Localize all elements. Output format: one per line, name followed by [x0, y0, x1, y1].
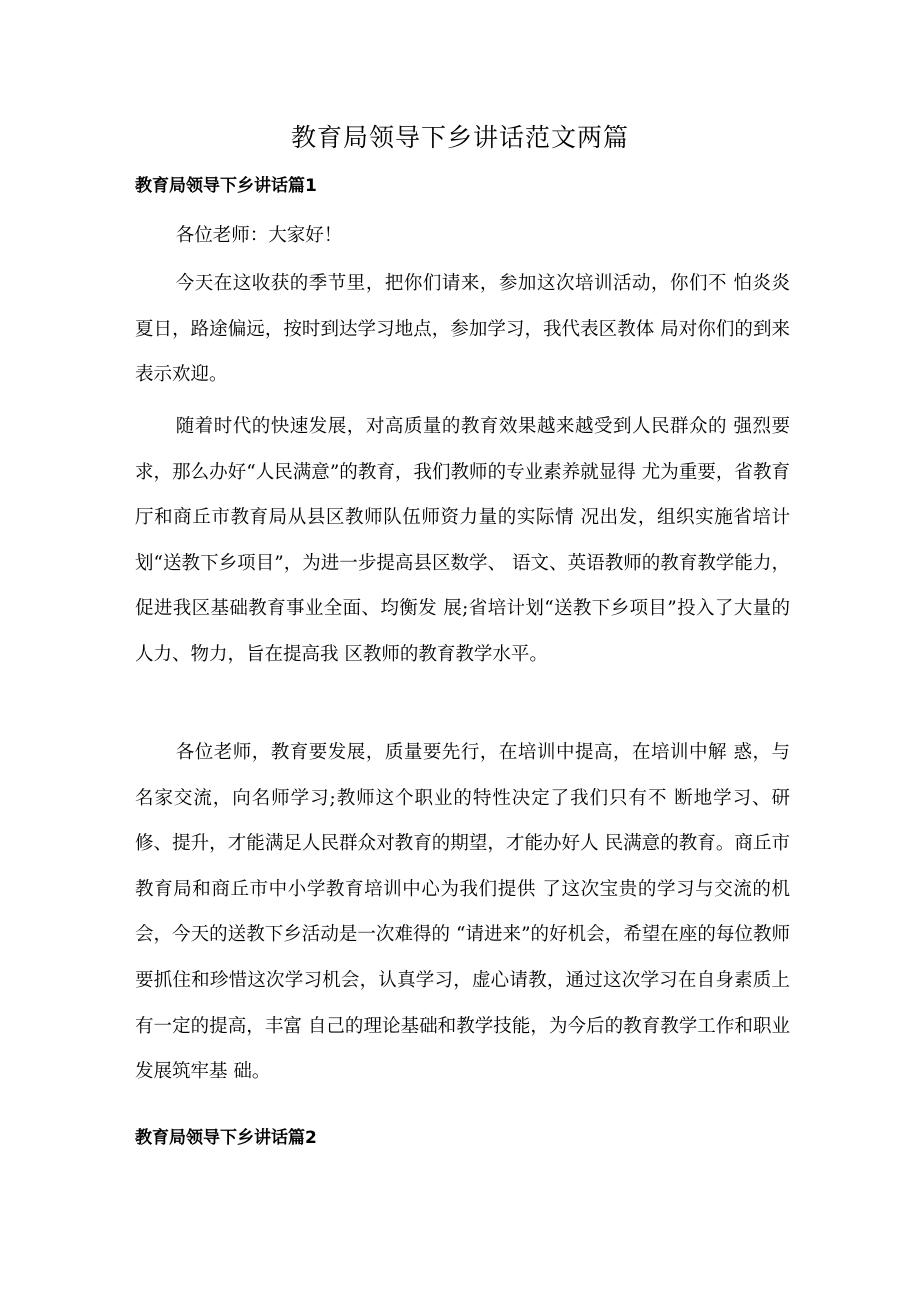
body-paragraph-3: 各位老师，教育要发展，质量要先行，在培训中提高，在培训中解 惑，与名家交流，向名师学习;教师这个职业的特性决定了我们只有不 断地学习、研修、提升，才能满足人民群众对教育的期望，才能办好人 民满意的教育。商丘市教育局和商丘市中小学教育培训中心为我们提供 了这次宝贵的学习与交流的机会，今天的送教下乡活动是一次难得的 “请进来”的好机会，希望在座的每位教师要抓住和珍惜这次学习机会，认真学习，虚心请教，通过这次学习在自身素质上有一定的提高，丰富 自己的理论基础和教学技能，为今后的教育教学工作和职业发展筑牢基 础。 — [135, 742, 790, 1083]
greeting-paragraph: 各位老师：大家好！ — [175, 225, 343, 246]
section-heading-1: 教育局领导下乡讲话篇1 — [135, 176, 317, 196]
section-heading-2: 教育局领导下乡讲话篇2 — [135, 1128, 317, 1148]
body-paragraph-1: 今天在这收获的季节里，把你们请来，参加这次培训活动，你们不 怕炎炎夏日，路途偏远，按时到达学习地点，参加学习，我代表区教体 局对你们的到来表示欢迎。 — [135, 273, 790, 386]
document-title: 教育局领导下乡讲话范文两篇 — [290, 123, 629, 152]
body-paragraph-2: 随着时代的快速发展，对高质量的教育效果越来越受到人民群众的 强烈要求，那么办好“人民满意”的教育，我们教师的专业素养就显得 尤为重要，省教育厅和商丘市教育局从县区教师队伍师资力量的实际情 况出发，组织实施省培计划“送教下乡项目”，为进一步提高县区数学、 语文、英语教师的教育教学能力，促进我区基础教育事业全面、均衡发 展;省培计划“送教下乡项目”投入了大量的人力、物力，旨在提高我 区教师的教育教学水平。 — [135, 416, 790, 665]
